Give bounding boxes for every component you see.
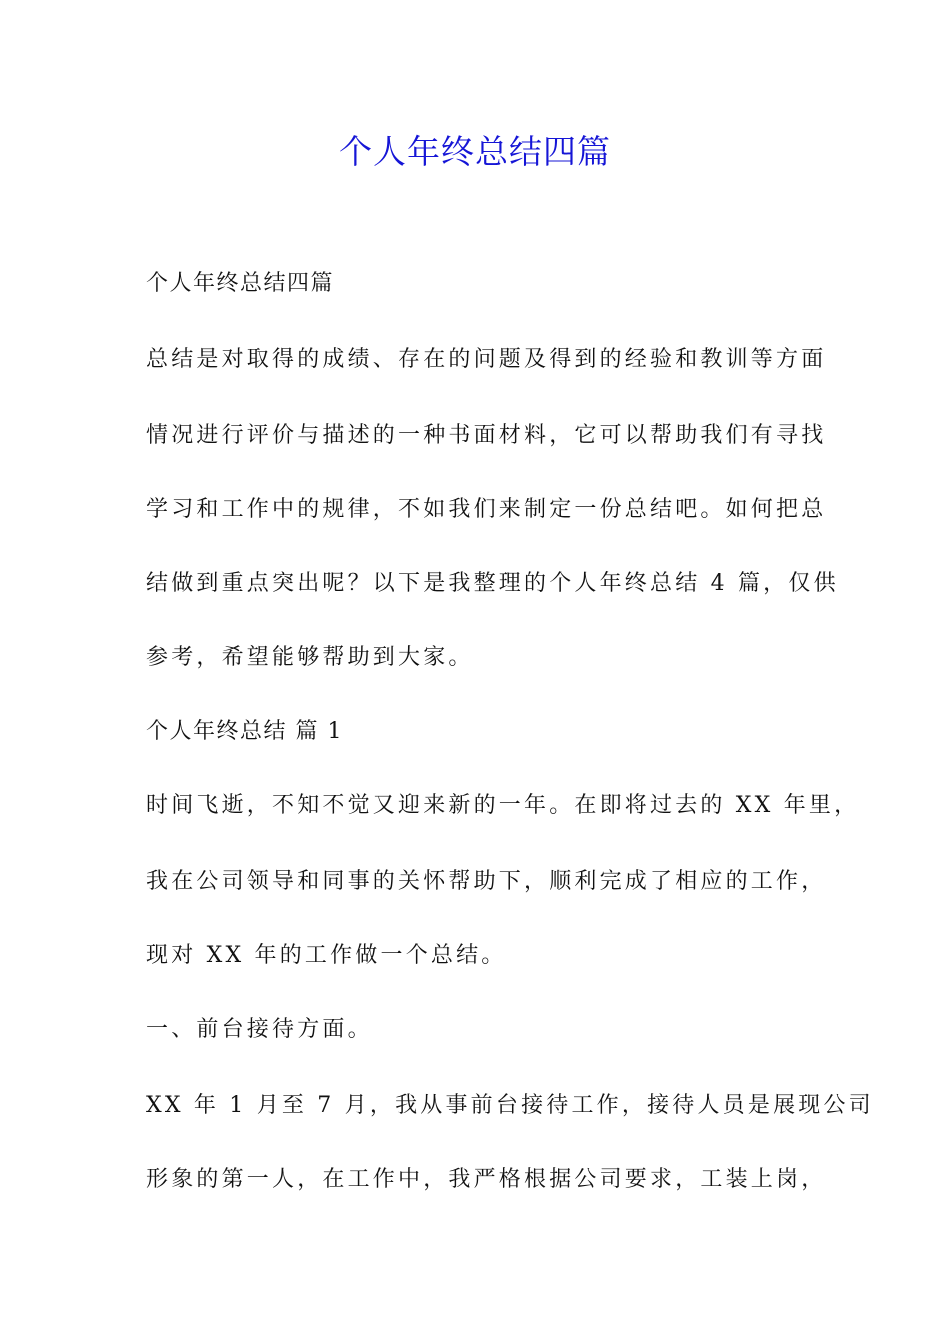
paragraph-line: 学习和工作中的规律，不如我们来制定一份总结吧。如何把总: [146, 497, 827, 522]
paragraph-line: 参考，希望能够帮助到大家。: [146, 645, 474, 670]
document-title: 个人年终总结四篇: [339, 132, 611, 171]
paragraph-line: 情况进行评价与描述的一种书面材料，它可以帮助我们有寻找: [146, 423, 827, 448]
section-heading: 个人年终总结 篇 1: [146, 719, 343, 744]
section-heading: 一、前台接待方面。: [146, 1017, 373, 1042]
paragraph-line: 现对 XX 年的工作做一个总结。: [146, 943, 507, 968]
paragraph-line: 形象的第一人，在工作中，我严格根据公司要求，工装上岗，: [146, 1167, 827, 1192]
paragraph-line: XX 年 1 月至 7 月，我从事前台接待工作，接待人员是展现公司: [146, 1093, 874, 1118]
paragraph-line: 我在公司领导和同事的关怀帮助下，顺利完成了相应的工作，: [146, 869, 827, 894]
paragraph-line: 总结是对取得的成绩、存在的问题及得到的经验和教训等方面: [146, 347, 827, 372]
paragraph-line: 结做到重点突出呢？以下是我整理的个人年终总结 4 篇，仅供: [146, 571, 839, 596]
paragraph-line: 时间飞逝，不知不觉又迎来新的一年。在即将过去的 XX 年里，: [146, 793, 860, 818]
section-heading: 个人年终总结四篇: [146, 271, 335, 296]
